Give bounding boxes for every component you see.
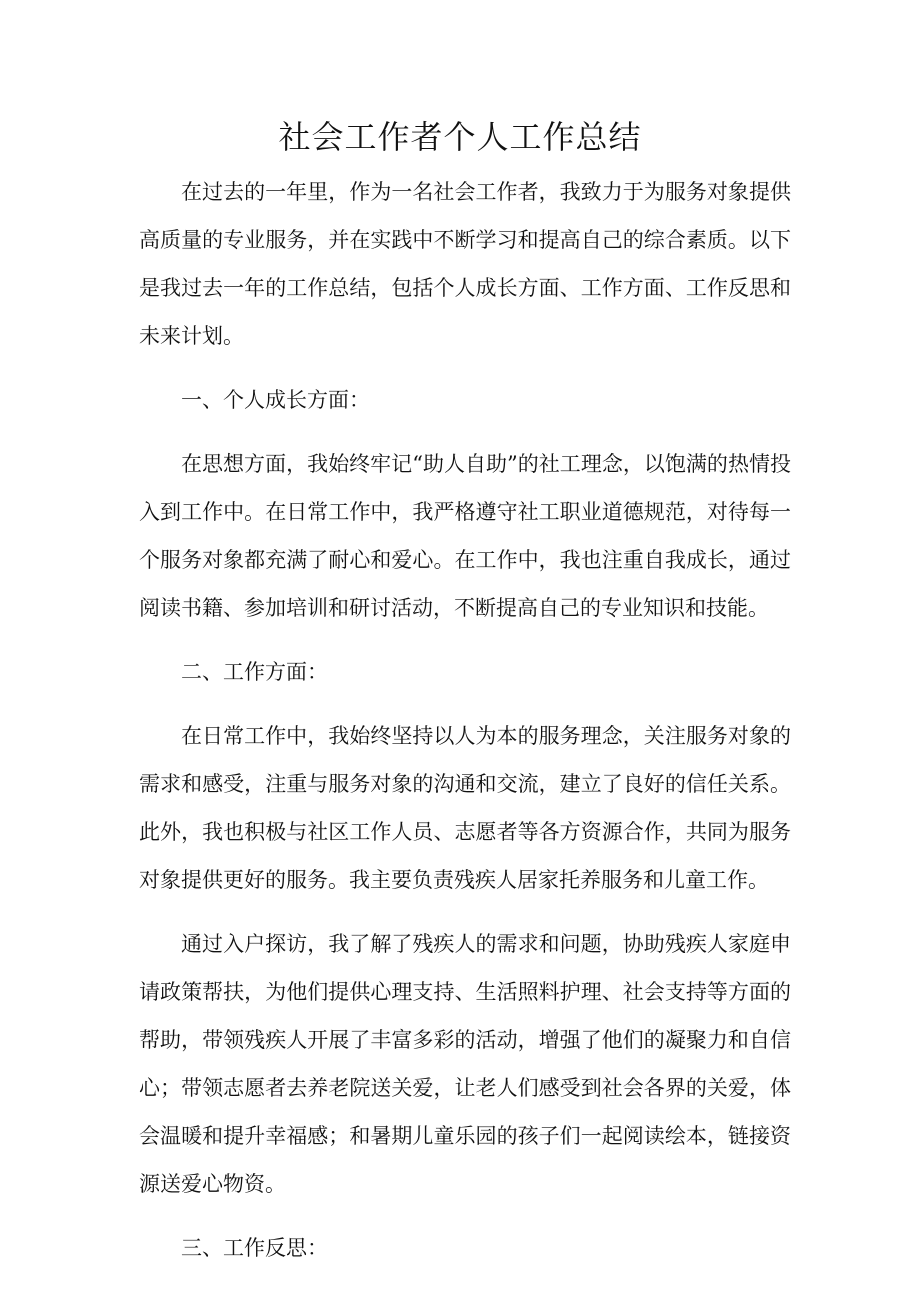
section-heading-personal-growth: 一、个人成长方面： (181, 388, 370, 412)
document-title: 社会工作者个人工作总结 (278, 118, 642, 156)
section-heading-work: 二、工作方面： (181, 660, 328, 684)
work-paragraph-2: 通过入户探访，我了解了残疾人的需求和问题，协助残疾人家庭申请政策帮扶，为他们提供心理支持、生活照料护理、社会支持等方面的帮助，带领残疾人开展了丰富多彩的活动，增强了他们的凝聚力和自信心；带领志愿者去养老院送关爱，让老人们感受到社会各界的关爱，体会温暖和提升幸福感；和暑期儿童乐园的孩子们一起阅读绘本，链接资源送爱心物资。 (139, 932, 791, 1196)
document-body (139, 168, 791, 1288)
intro-paragraph: 在过去的一年里，作为一名社会工作者，我致力于为服务对象提供高质量的专业服务，并在实践中不断学习和提高自己的综合素质。以下是我过去一年的工作总结，包括个人成长方面、工作方面、工作反思和未来计划。 (139, 180, 791, 348)
work-paragraph-1: 在日常工作中，我始终坚持以人为本的服务理念，关注服务对象的需求和感受，注重与服务对象的沟通和交流，建立了良好的信任关系。此外，我也积极与社区工作人员、志愿者等各方资源合作，共同为服务对象提供更好的服务。我主要负责残疾人居家托养服务和儿童工作。 (139, 724, 791, 892)
personal-growth-paragraph: 在思想方面，我始终牢记“助人自助”的社工理念，以饱满的热情投入到工作中。在日常工作中，我严格遵守社工职业道德规范，对待每一个服务对象都充满了耐心和爱心。在工作中，我也注重自我成长，通过阅读书籍、参加培训和研讨活动，不断提高自己的专业知识和技能。 (139, 452, 791, 620)
section-heading-reflection: 三、工作反思： (181, 1236, 328, 1260)
